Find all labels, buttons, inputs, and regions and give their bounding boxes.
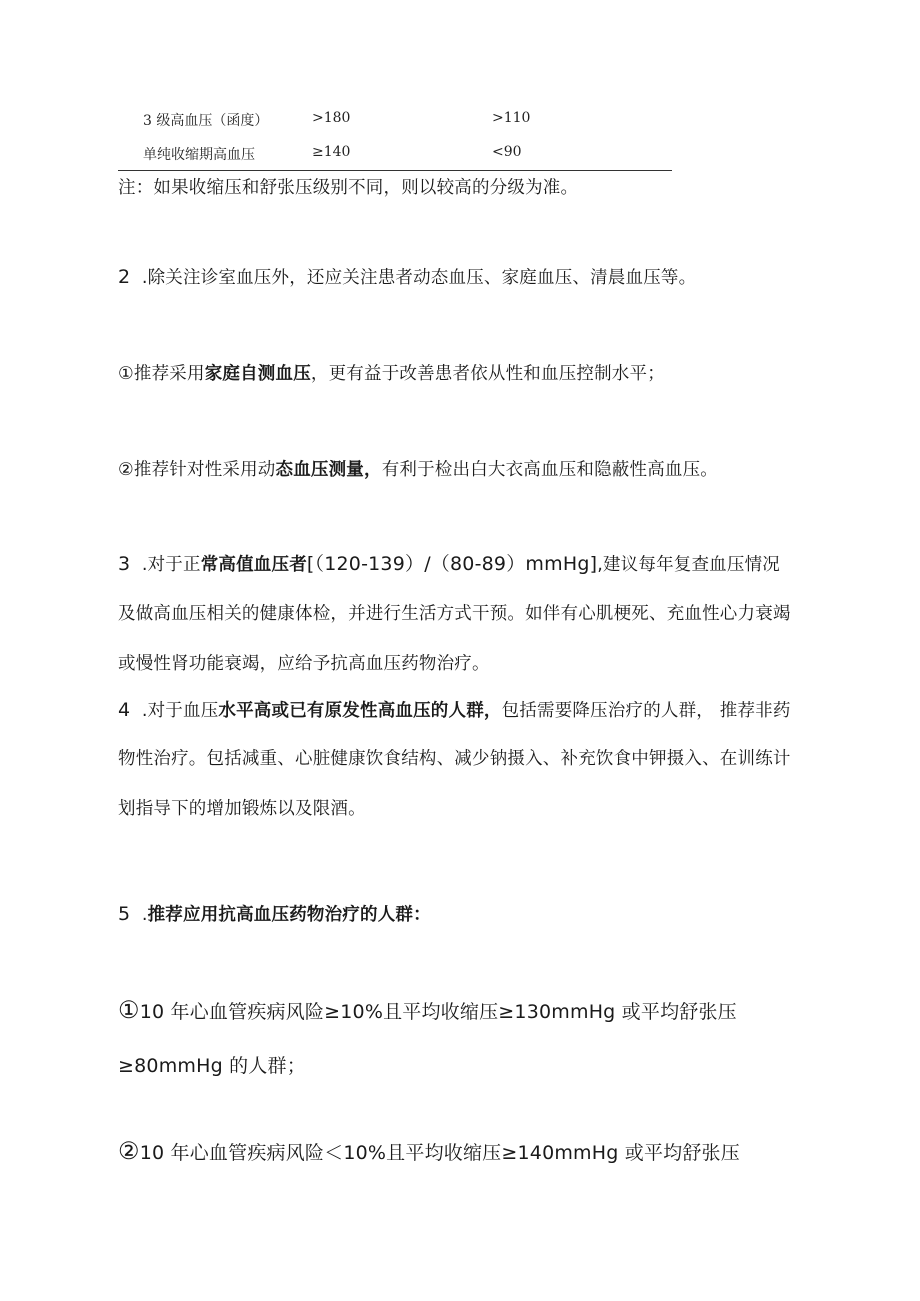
table-row-label: 单纯收缩期高血压	[143, 147, 255, 163]
table-cell-diastolic: <90	[492, 144, 522, 160]
item-3-post: ,建议每年复查血压情况	[597, 555, 780, 575]
table-note: 注：如果收缩压和舒张压级别不同，则以较高的分级为准。	[118, 178, 579, 198]
item-2	[118, 264, 696, 289]
item-5-pre: .	[141, 905, 148, 925]
table-bottom-rule	[118, 170, 672, 171]
item-5-sub-2	[118, 1137, 740, 1165]
item-3-pre: .对于正	[141, 555, 201, 575]
item-5-sub-2-marker: ②	[118, 1137, 140, 1165]
item-2-sub-2-post: 有利于检出白大衣高血压和隐蔽性高血压。	[381, 460, 719, 480]
item-2-number: 2	[118, 266, 131, 288]
table-cell-diastolic: >110	[492, 110, 531, 126]
item-5-sub-1-line-2: ≥80mmHg 的人群；	[118, 1055, 306, 1077]
table-cell-systolic: ≥140	[312, 144, 351, 160]
item-4-line-3: 划指导下的增加锻炼以及限酒。	[118, 799, 366, 819]
item-3-number: 3	[118, 553, 131, 575]
item-3-line-2: 及做高血压相关的健康体检，并进行生活方式干预。如伴有心肌梗死、充血性心力衰竭	[118, 604, 791, 624]
item-2-sub-1-pre: ①推荐采用	[118, 364, 205, 384]
item-4	[118, 697, 791, 722]
table-cell-systolic: >180	[312, 110, 351, 126]
item-2-sub-1	[118, 360, 665, 385]
item-5	[118, 901, 431, 926]
item-5-sub-2-text: 10 年心血管疾病风险＜10%且平均收缩压≥140mmHg 或平均舒张压	[139, 1142, 740, 1164]
item-4-number: 4	[118, 699, 131, 721]
item-5-bold: 推荐应用抗高血压药物治疗的人群：	[147, 905, 431, 925]
item-3	[118, 549, 780, 576]
item-3-line-3: 或慢性肾功能衰竭，应给予抗高血压药物治疗。	[118, 654, 490, 674]
table-row-label: 3 级高血压（函度）	[143, 113, 269, 129]
item-4-post: 包括需要降压治疗的人群， 推荐非药	[501, 701, 791, 721]
item-4-pre: .对于血压	[141, 701, 219, 721]
item-4-bold: 水平高或已有原发性高血压的人群，	[218, 701, 502, 721]
item-5-sub-1	[118, 996, 737, 1024]
item-2-sub-2	[118, 456, 718, 481]
item-3-range: [（120-139）/（80-89）mmHg]	[306, 553, 598, 575]
item-2-sub-2-bold: 态血压测量，	[275, 460, 382, 480]
item-4-line-2: 物性治疗。包括减重、心脏健康饮食结构、减少钠摄入、补充饮食中钾摄入、在训练计	[118, 749, 791, 769]
item-2-sub-1-post: ，更有益于改善患者依从性和血压控制水平；	[310, 364, 665, 384]
item-5-sub-1-text: 10 年心血管疾病风险≥10%且平均收缩压≥130mmHg 或平均舒张压	[139, 1001, 737, 1023]
item-3-bold: 常高值血压者	[200, 555, 307, 575]
item-2-sub-2-pre: ②推荐针对性采用动	[118, 460, 276, 480]
item-5-number: 5	[118, 903, 131, 925]
item-2-text: .除关注诊室血压外，还应关注患者动态血压、家庭血压、清晨血压等。	[141, 268, 697, 288]
item-2-sub-1-bold: 家庭自测血压	[204, 364, 311, 384]
item-5-sub-1-marker: ①	[118, 996, 140, 1024]
